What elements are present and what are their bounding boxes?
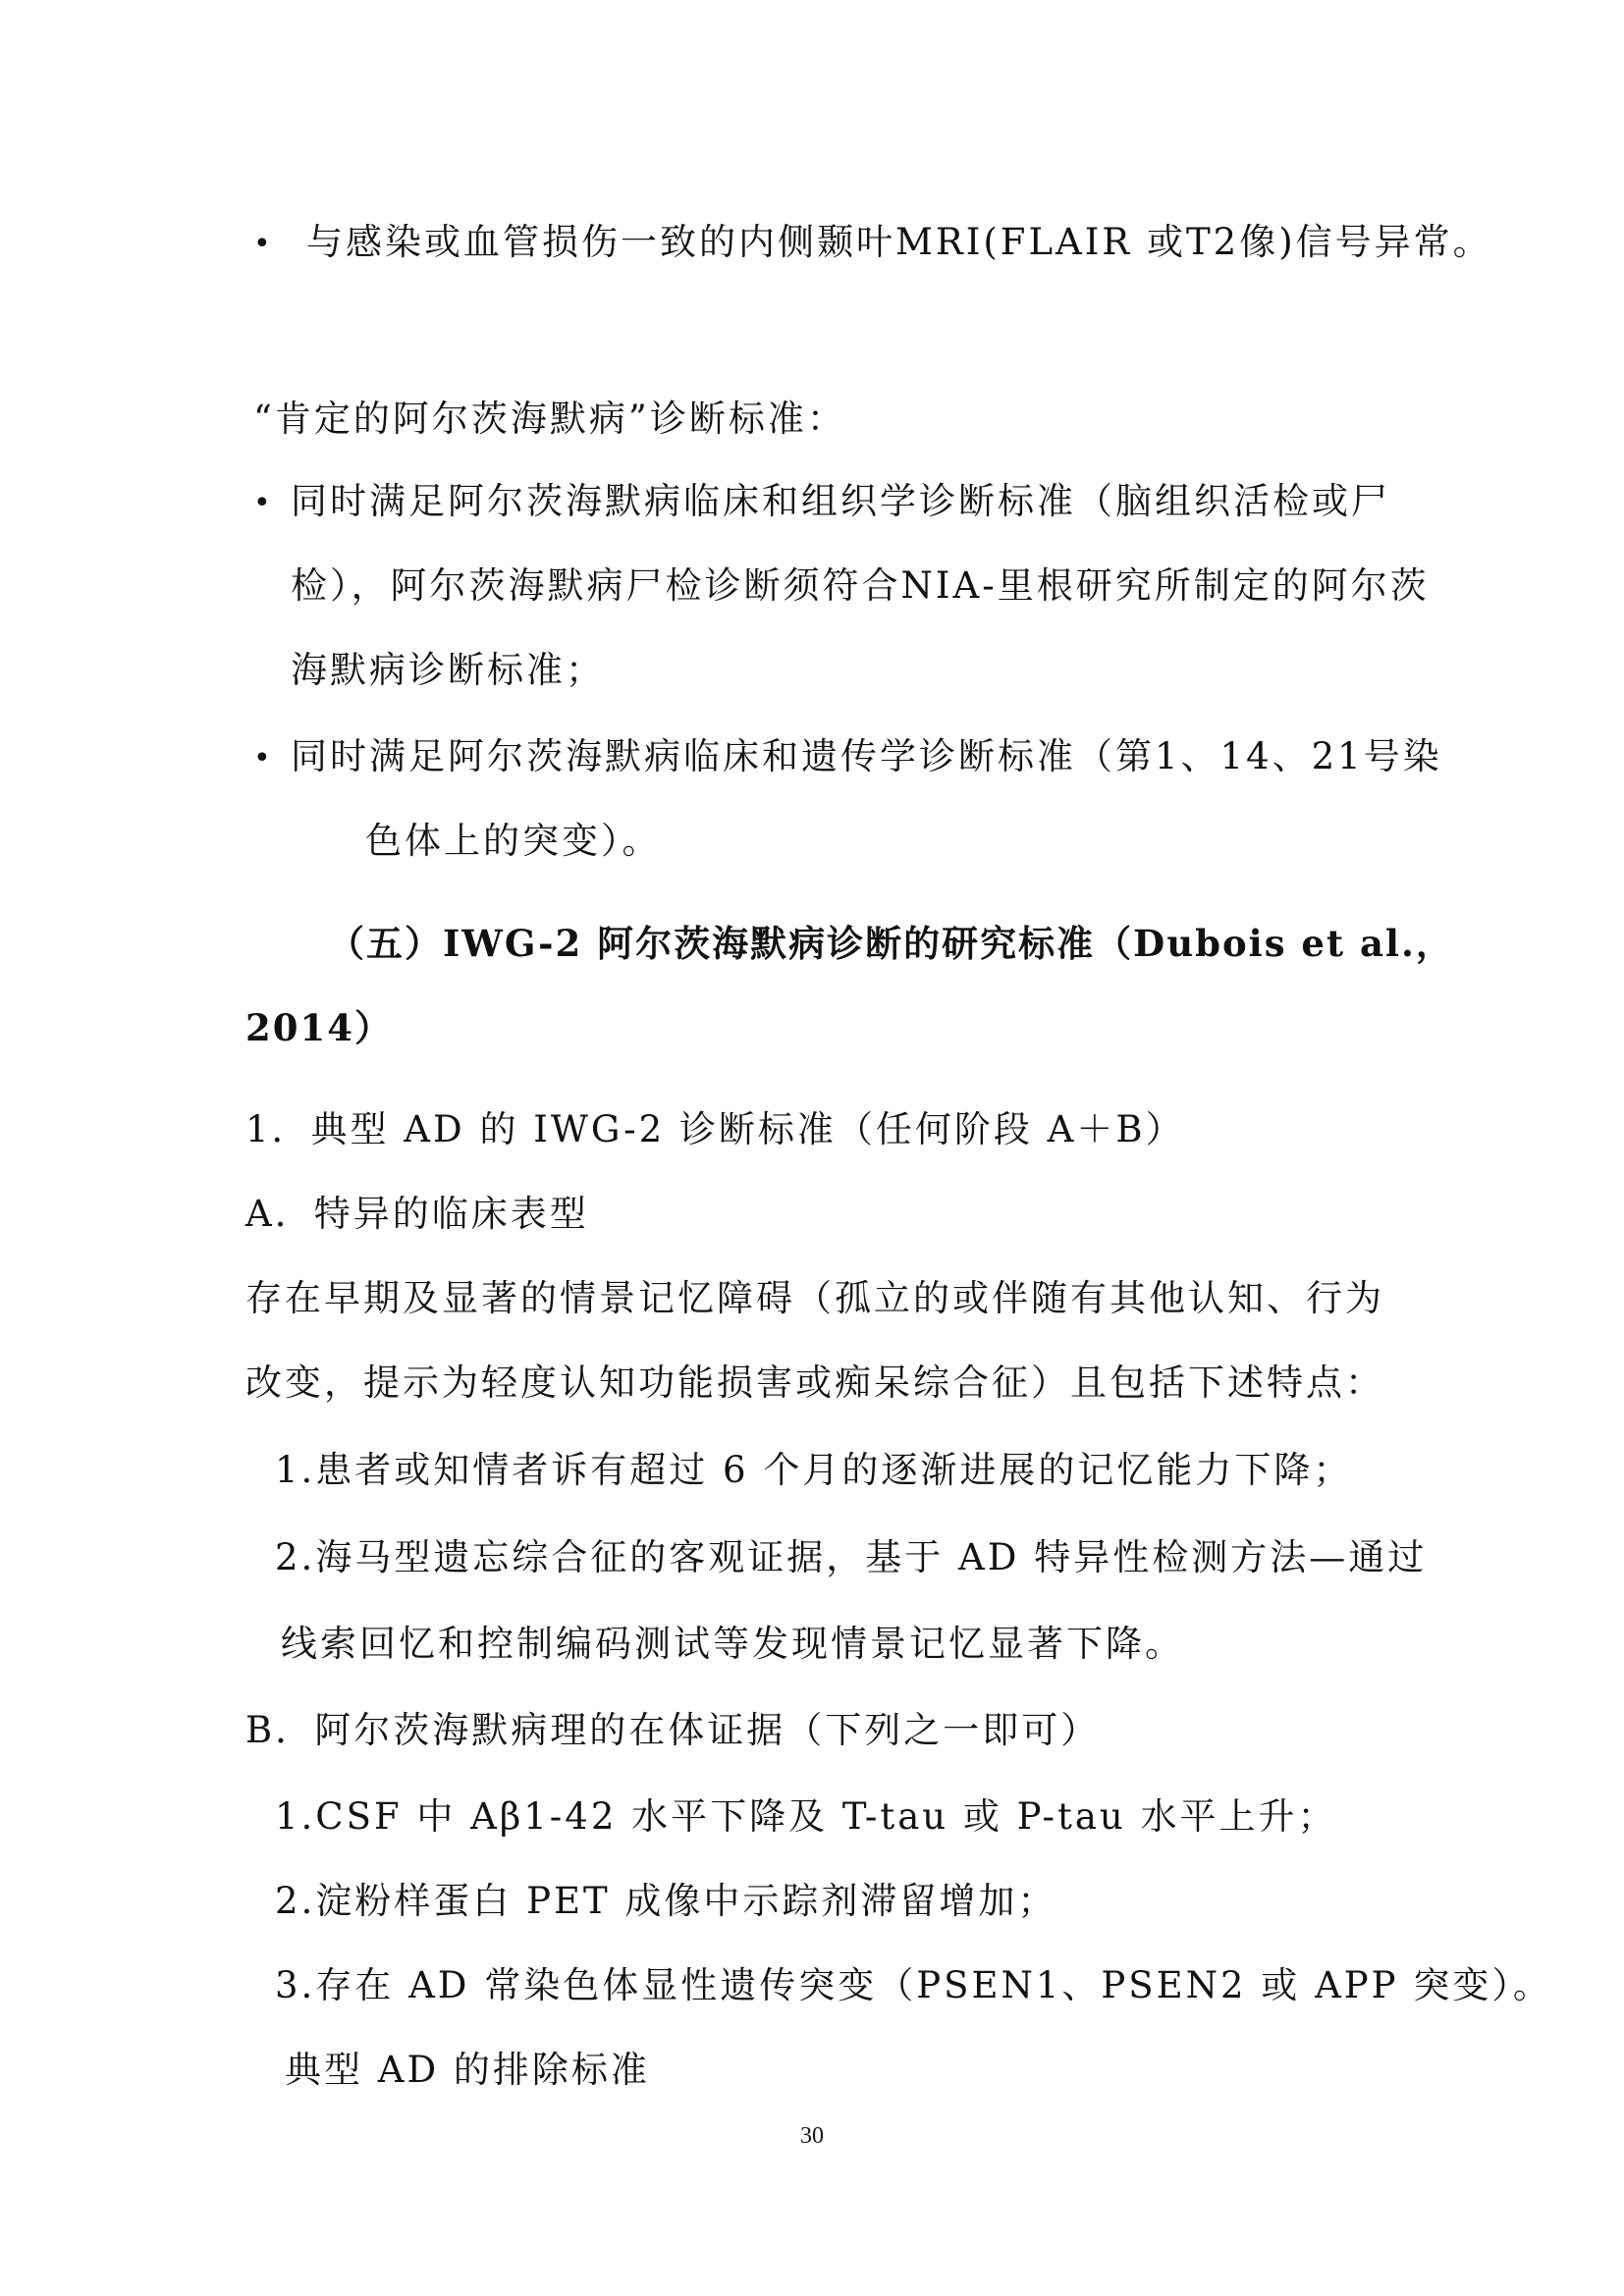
b-title: B．阿尔茨海默病理的在体证据（下列之一即可） [245, 1709, 1101, 1751]
bullet-icon: • [253, 486, 271, 520]
definite-heading: “肯定的阿尔茨海默病”诊断标准： [253, 398, 846, 440]
b-item-3: 3.存在 AD 常染色体显性遗传突变（PSEN1、PSEN2 或 APP 突变）。 [275, 1964, 1552, 2006]
b-item-1: 1.CSF 中 Aβ1-42 水平下降及 T-tau 或 P-tau 水平上升； [275, 1795, 1337, 1838]
definite-bullet-1-line-3: 海默病诊断标准； [291, 649, 605, 691]
definite-bullet-1-line-1: 同时满足阿尔茨海默病临床和组织学诊断标准（脑组织活检或尸 [291, 480, 1390, 522]
a-item-1: 1.患者或知情者诉有超过 6 个月的逐渐进展的记忆能力下降； [275, 1449, 1353, 1491]
page-number: 30 [800, 2123, 824, 2149]
a-para-line-1: 存在早期及显著的情景记忆障碍（孤立的或伴随有其他认知、行为 [245, 1277, 1384, 1319]
definite-bullet-1-line-2: 检），阿尔茨海默病尸检诊断须符合NIA-里根研究所制定的阿尔茨 [291, 564, 1430, 607]
bullet-mri-text: 与感染或血管损伤一致的内侧颞叶MRI(FLAIR 或T2像)信号异常。 [306, 221, 1492, 263]
item1-title: 1．典型 AD 的 IWG-2 诊断标准（任何阶段 A＋B） [245, 1108, 1185, 1150]
b-item-2: 2.淀粉样蛋白 PET 成像中示踪剂滞留增加； [275, 1880, 1057, 1922]
bullet-icon: • [253, 227, 271, 261]
a-title: A．特异的临床表型 [245, 1193, 589, 1235]
a-item-2: 2.海马型遗忘综合征的客观证据，基于 AD 特异性检测方法—通过 [275, 1536, 1428, 1578]
bullet-icon: • [253, 741, 271, 775]
section-heading-line-2: 2014） [245, 1006, 393, 1049]
section-heading-line-1: （五）IWG-2 阿尔茨海默病诊断的研究标准（Dubois et al.， [328, 922, 1454, 965]
definite-bullet-2-line-2: 色体上的突变）。 [365, 820, 662, 862]
a-item-2-continuation: 线索回忆和控制编码测试等发现情景记忆显著下降。 [281, 1623, 1184, 1665]
definite-bullet-2-line-1: 同时满足阿尔茨海默病临床和遗传学诊断标准（第1、14、21号染 [291, 735, 1442, 777]
exclusion-title: 典型 AD 的排除标准 [285, 2049, 650, 2091]
a-para-line-2: 改变，提示为轻度认知功能损害或痴呆综合征）且包括下述特点： [245, 1362, 1384, 1404]
